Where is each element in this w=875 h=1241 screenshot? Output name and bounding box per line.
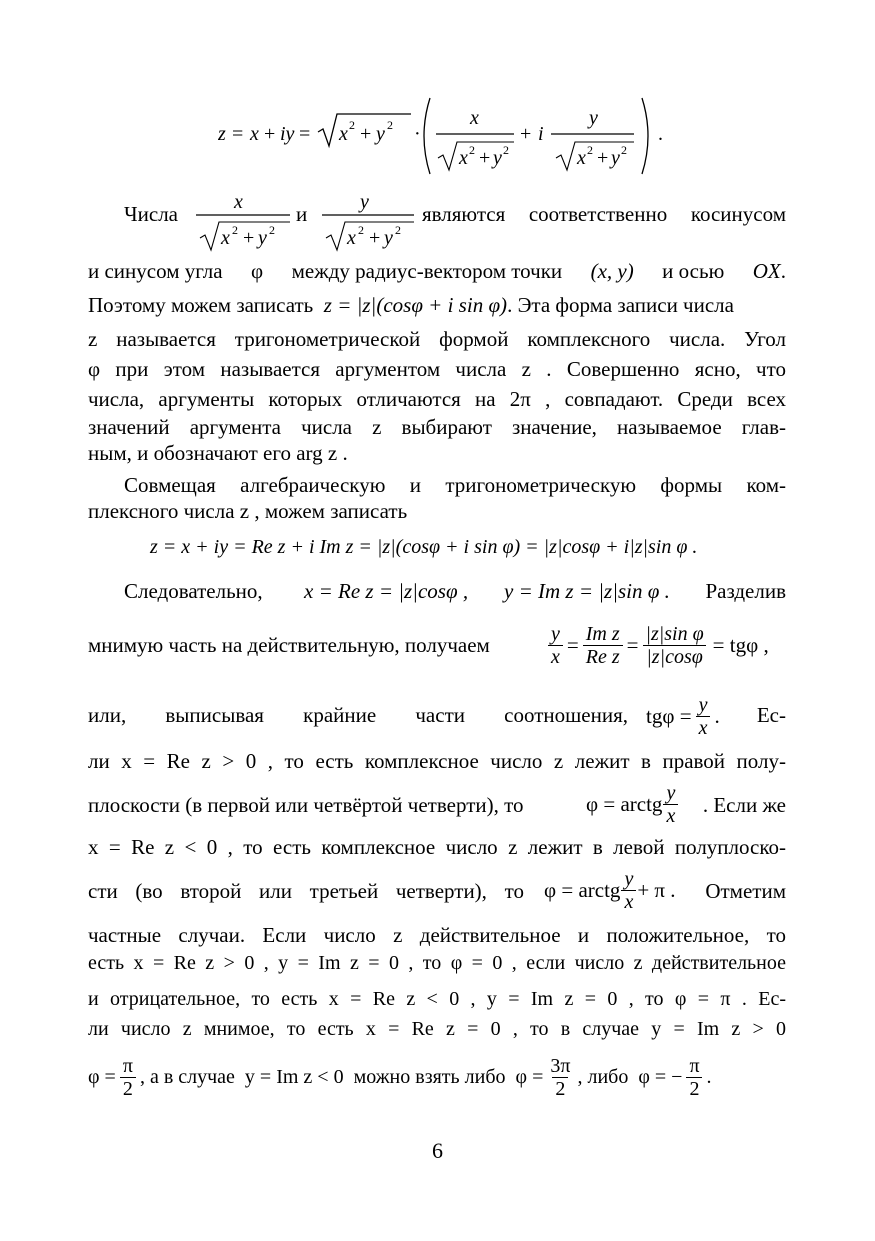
formula-tg-phi-yx (646, 690, 720, 742)
para-sine-line (88, 258, 786, 284)
svg-text:2: 2 (469, 143, 475, 157)
word-e: третьей (309, 879, 379, 903)
fraction-y-x: $\frac{y}{x}$ (696, 694, 711, 739)
formula-arctg-plus-pi (544, 864, 676, 916)
text-otherwise-case: , а в случае y = Im z < 0 можно взять либо φ = (139, 1066, 544, 1088)
fractions-cos-sin (196, 188, 436, 254)
text-this-form: . Эта форма записи числа (507, 293, 734, 317)
word-d: или (259, 879, 292, 903)
word-b: (во (135, 879, 163, 903)
svg-text:+: + (264, 123, 276, 145)
svg-text:y: y (589, 107, 598, 129)
text-and-axis: и осью (662, 259, 725, 283)
para-line-8: ным, и обозначают его arg z . (88, 441, 348, 465)
period: . (714, 704, 720, 728)
para-line-16: x = Re z < 0 , то есть комплексное число z лежит в левой полуплоско- (88, 835, 786, 859)
text-phi-arctg: φ = arctg (586, 792, 663, 816)
para-line-5: φ при этом называется аргументом числа z . Совершенно ясно, что (88, 357, 786, 381)
para-line-20: и отрицательное, то есть x = Re z < 0 , y = Im z = 0 , то φ = π . Ес- (88, 988, 786, 1010)
svg-text:2: 2 (621, 143, 627, 157)
svg-text:+: + (597, 147, 609, 169)
period: . (780, 259, 786, 283)
axis-ox: OX (752, 259, 781, 283)
svg-text:=: = (299, 123, 311, 145)
svg-text:x: x (577, 147, 586, 169)
svg-text:+: + (243, 227, 255, 249)
text-i: и (296, 202, 308, 226)
formula-imag-part: y = Im z = |z|sin φ . (504, 579, 670, 603)
text-sine-angle: и синусом угла (88, 259, 223, 283)
para-halfplane-left-line (88, 864, 786, 920)
svg-text:y: y (360, 191, 369, 213)
para-line-6: числа, аргументы которых отличаются на 2π , совпадают. Среди всех (88, 387, 786, 411)
text-tgphi: tgφ = (646, 704, 692, 728)
svg-text:·: · (414, 123, 421, 145)
svg-text:2: 2 (358, 223, 364, 237)
formula-tangent: $\frac{y}{x}$ = $\frac{\text{Im z}}{\text{Re z}}$ = $\frac{\text{|z|sin φ}}{|z|\cos\varphi}$ = tgφ , (544, 612, 769, 678)
svg-text:x: x (221, 227, 230, 249)
word-2: выписывая (165, 703, 264, 727)
para-line-7: значений аргумента числа z выбирают значение, называемое глав- (88, 415, 786, 439)
svg-text:x: x (339, 123, 348, 145)
para-imag-over-real-line (88, 612, 786, 678)
word-g: то (504, 879, 524, 903)
fraction-y-over-x: $\frac{y}{x}$ (548, 623, 563, 668)
para-line-19: есть x = Re z > 0 , y = Im z = 0 , то φ = 0 , если число z действительное (88, 952, 786, 974)
text-plus-pi: + π . (637, 878, 676, 902)
svg-text:y: y (493, 147, 502, 169)
svg-text:2: 2 (269, 223, 275, 237)
svg-text:+: + (369, 227, 381, 249)
formula-trig-form: z = |z|(cosφ + i sin φ) (323, 293, 508, 317)
svg-text:x: x (347, 227, 356, 249)
text-tg-phi: = tgφ , (712, 633, 769, 657)
word-a: сти (88, 879, 118, 903)
para-therefore-line (88, 292, 786, 318)
text-if-however: . Если же (702, 793, 786, 817)
para-halfplane-right-line (88, 778, 786, 834)
equation-trig-form (218, 96, 668, 176)
word-1: или, (88, 703, 127, 727)
text-therefore: Поэтому можем записать (88, 293, 314, 317)
svg-text:+: + (360, 123, 372, 145)
svg-text:2: 2 (587, 143, 593, 157)
svg-text:x: x (234, 191, 243, 213)
svg-text:x: x (459, 147, 468, 169)
svg-text:2: 2 (349, 118, 355, 132)
text-are-cosine: являются соответственно косинусом (422, 202, 786, 226)
svg-text:iy: iy (280, 123, 295, 145)
svg-text:2: 2 (232, 223, 238, 237)
para-or-line (88, 690, 786, 746)
svg-text:x: x (470, 107, 479, 129)
symbol-phi: φ (251, 259, 264, 283)
para-line-18: частные случаи. Если число z действительное и положительное, то (88, 923, 786, 947)
para-numbers-line (88, 188, 786, 254)
fraction-pi-2: $\frac{\pi}{2}$ (120, 1055, 136, 1100)
word-3: крайние (303, 703, 377, 727)
para-line-21: ли число z мнимое, то есть x = Re z = 0 , то в случае y = Im z > 0 (88, 1018, 786, 1040)
formula-real-part: x = Re z = |z|cosφ , (304, 579, 469, 603)
fraction-3pi-2: $\frac{3\pi}{2}$ (550, 1054, 571, 1100)
formula-arctg (586, 778, 679, 830)
formula-pi-cases (88, 1050, 788, 1104)
equation-1-drawing (218, 96, 668, 176)
fraction-y-x-3: $\frac{y}{x}$ (621, 868, 636, 913)
text-consequently: Следовательно, (124, 579, 263, 603)
point-xy: (x, y) (590, 259, 634, 283)
text-es: Ес- (756, 703, 786, 727)
fraction-modulus: $\frac{\text{|z|sin φ}}{|z|\cos\varphi}$ (642, 623, 706, 668)
fraction-minus-pi-2: $\frac{\pi}{2}$ (686, 1055, 702, 1100)
text-imag-over-real: мнимую часть на действительную, получаем (88, 633, 490, 657)
svg-text:z: z (218, 123, 226, 145)
svg-text:=: = (232, 123, 244, 145)
svg-text:2: 2 (503, 143, 509, 157)
word-c: второй (180, 879, 242, 903)
svg-text:y: y (384, 227, 393, 249)
svg-text:y: y (258, 227, 267, 249)
text-phi-eq: φ = (88, 1066, 116, 1088)
svg-text:y: y (611, 147, 620, 169)
svg-text:x: x (250, 123, 259, 145)
svg-text:+: + (479, 147, 491, 169)
fraction-y-x-2: $\frac{y}{x}$ (663, 782, 678, 827)
word-f: четверти), (395, 879, 487, 903)
text-or-minus: , либо φ = − (577, 1066, 683, 1088)
text-note: Отметим (705, 879, 786, 903)
word-5: соотношения, (504, 703, 628, 727)
word-4: части (415, 703, 465, 727)
fraction-im-over-re: $\frac{\text{Im z}}{\text{Re z}}$ (583, 623, 623, 668)
para-line-10: плексного числа z , можем записать (88, 499, 408, 523)
svg-text:i: i (538, 123, 544, 145)
equation-combined-form: z = x + iy = Re z + i Im z = |z|(cosφ + i sin φ) = |z|cosφ + i|z|sin φ . (150, 536, 698, 558)
svg-text:+: + (520, 123, 532, 145)
para-line-9: Совмещая алгебраическую и тригонометрическую формы ком- (124, 473, 786, 497)
svg-text:.: . (658, 123, 663, 145)
svg-text:2: 2 (395, 223, 401, 237)
text-between-radius: между радиус-вектором точки (291, 259, 563, 283)
svg-text:2: 2 (387, 118, 393, 132)
svg-text:y: y (376, 123, 385, 145)
para-line-4: z называется тригонометрической формой комплексного числа. Угол (88, 327, 786, 351)
text-phi-arctg-2: φ = arctg (544, 878, 621, 902)
text-halfplane-first-fourth: плоскости (в первой или четвёртой четверти), то (88, 793, 524, 817)
para-pi-cases-line (88, 1050, 786, 1106)
text-chisla: Числа (124, 202, 179, 226)
text-dividing: Разделив (705, 579, 786, 603)
page-number: 6 (432, 1138, 443, 1163)
para-line-14: ли x = Re z > 0 , то есть комплексное число z лежит в правой полу- (88, 749, 786, 773)
period-end: . (706, 1066, 712, 1088)
